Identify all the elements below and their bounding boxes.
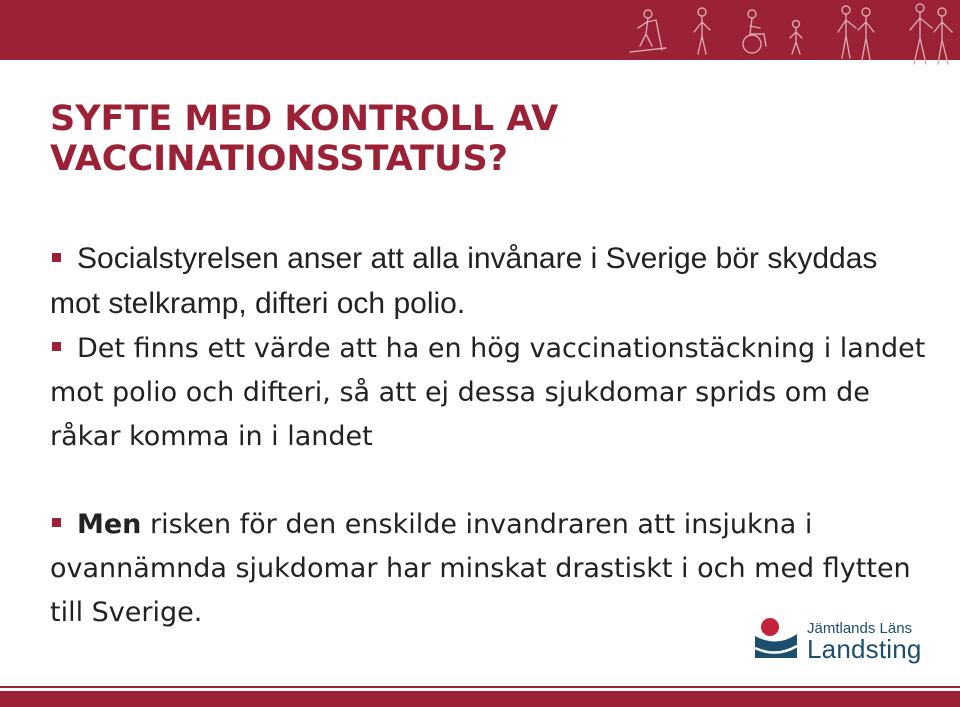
landsting-logo-icon xyxy=(753,614,803,664)
logo-line-1: Jämtlands Läns xyxy=(807,620,913,637)
landsting-logo xyxy=(753,614,923,664)
people-silhouettes-icon xyxy=(620,0,960,68)
title-line-2: VACCINATIONSSTATUS? xyxy=(50,139,508,179)
footer-line xyxy=(0,686,960,688)
square-bullet-icon xyxy=(52,518,61,527)
page-title xyxy=(50,99,910,179)
bullet-item-1 xyxy=(50,236,930,326)
bullet-3-bold: Men xyxy=(77,509,142,540)
title-line-1: SYFTE MED KONTROLL AV xyxy=(50,99,559,139)
logo-line-2: Landsting xyxy=(807,634,922,664)
bullet-1-text: Socialstyrelsen anser att alla invånare i Sverige bör skyddas mot stelkramp, difteri och polio. xyxy=(50,242,878,320)
bullet-2-text: Det finns ett värde att ha en hög vaccinationstäckning i landet mot polio och difteri, så att ej dessa sjukdomar sprids om de råkar komma in i landet xyxy=(50,333,926,452)
square-bullet-icon xyxy=(52,253,61,262)
bullet-item-2 xyxy=(50,327,930,459)
footer-band xyxy=(0,691,960,707)
bullet-3-text: risken för den enskilde invandraren att insjukna i ovannämnda sjukdomar har minskat drastiskt i och med flytten till Sverige. xyxy=(50,509,911,628)
square-bullet-icon xyxy=(52,342,61,351)
